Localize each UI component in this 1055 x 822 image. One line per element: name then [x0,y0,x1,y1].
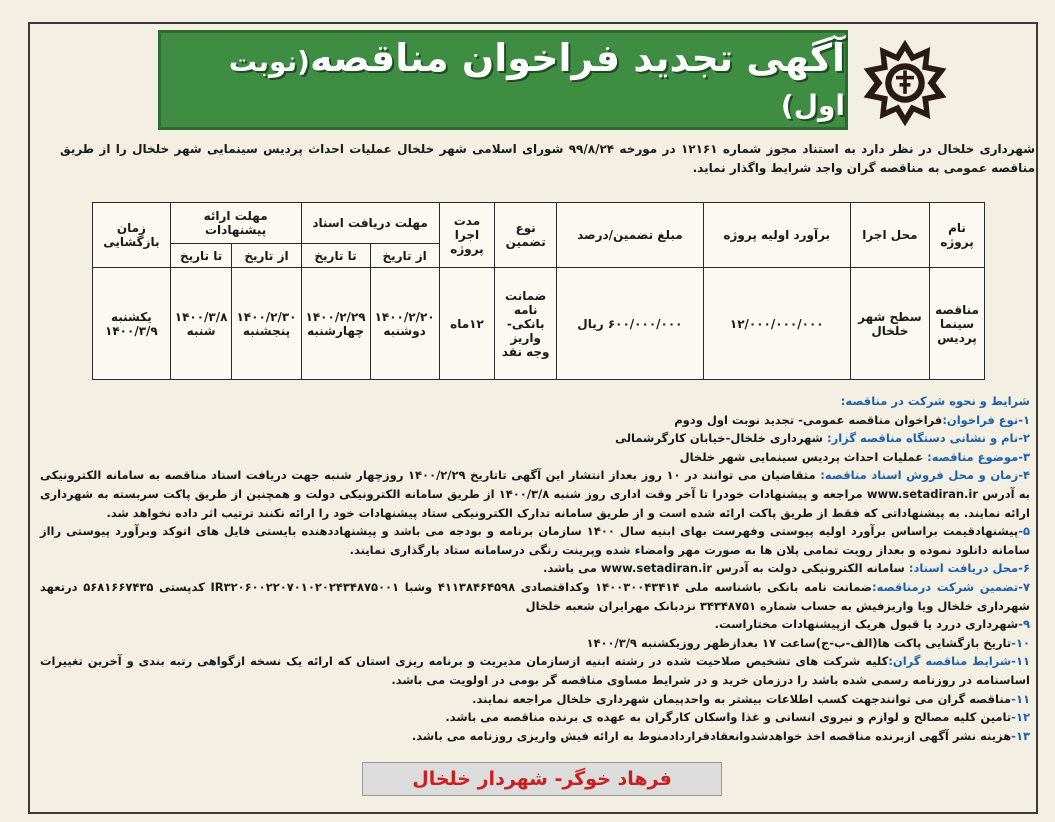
col-header-doc-from: از تاریخ [370,244,439,268]
condition-label: ۱-نوع فراخوان: [942,412,1030,427]
title-banner [158,30,848,130]
col-header-guarantee-type: نوع تضمین [495,203,557,268]
condition-item [40,411,1030,430]
condition-text: شهرداری دررد یا قبول هریک ازپیشنهادات مختاراست. [714,617,1019,632]
cell-location: سطح شهر خلخال [850,268,929,380]
col-header-location: محل اجرا [850,203,929,268]
intro-paragraph: شهرداری خلخال در نظر دارد به استناد مجوز شماره ۱۲۱۶۱ در مورخه ۹۹/۸/۲۴ شورای اسلامی شهر خلخال عملیات احداث پردیس سینمایی شهر خلخال را از طریق مناقصه عمومی به مناقصه گران واجد شرایط واگذار نماید. [60,142,1036,175]
conditions-section [40,392,1030,745]
banner-title: آگهی تجدید فراخوان مناقصه(نوبت اول) [228,36,845,122]
table-header-row [93,203,985,244]
cell-opening: یکشنبه ۱۴۰۰/۳/۹ [93,268,171,380]
municipality-logo-icon [860,38,950,128]
conditions-list [40,411,1030,746]
condition-text: عملیات احداث پردیس سینمایی شهر خلخال [679,449,928,464]
condition-item [40,708,1030,727]
cell-doc-from: ۱۴۰۰/۲/۲۰ دوشنبه [370,268,439,380]
condition-text: مناقصه گران می توانندجهت کسب اطلاعات بیشتر به واحدپیمان شهرداری خلخال مراجعه نمایند. [472,691,1012,706]
condition-label: ۱۰- [1011,635,1030,650]
condition-text: سامانه الکترونیکی دولت به آدرس www.setadiran.ir می باشد. [543,561,909,576]
condition-item [40,522,1030,559]
condition-item [40,466,1030,522]
cell-name: مناقصه سینما پردیس [930,268,985,380]
col-header-doc-deadline: مهلت دریافت اسناد [301,203,439,244]
condition-label: ۱۲- [1011,710,1030,725]
condition-label: ۷-تضمین شرکت درمناقصه: [872,579,1030,594]
cell-duration: ۱۲ماه [439,268,495,380]
col-header-doc-to: تا تاریخ [301,244,370,268]
condition-item [40,559,1030,578]
condition-text: تاریخ بازگشایی پاکت ها(الف-ب-ج)ساعت ۱۷ بعدازظهر روزیکشنبه ۱۴۰۰/۳/۹ [586,635,1012,650]
col-header-estimate: برآورد اولیه پروژه [703,203,850,268]
tender-table [92,202,985,380]
condition-label: ۲-نام و نشانی دستگاه مناقصه گزار: [827,431,1030,446]
col-header-offer-to: تا تاریخ [170,244,232,268]
condition-text: شهرداری خلخال-خیابان کارگرشمالی [615,431,827,446]
condition-item [40,615,1030,634]
condition-label: ۴-زمان و محل فروش اسناد مناقصه: [820,468,1030,483]
condition-text: هزینه نشر آگهی ازبرنده مناقصه اخذ خواهدشدوانعقادقراردادمنوط به ارائه فیش واریزی روزنامه می باشد. [411,728,1012,743]
condition-item [40,448,1030,467]
cell-guarantee-amount: ۶۰۰/۰۰۰/۰۰۰ ریال [557,268,704,380]
condition-text: فراخوان مناقصه عمومی- تجدید نوبت اول ودوم [674,412,943,427]
condition-label: ۹- [1018,617,1030,632]
col-header-opening: زمان بازگشایی [93,203,171,268]
col-header-guarantee-amount: مبلغ تضمین/درصد [557,203,704,268]
cell-guarantee-type: ضمانت نامه بانکی- واریز وجه نقد [495,268,557,380]
banner-subtitle: (نوبت اول) [228,45,845,122]
conditions-heading: شرایط و نحوه شرکت در مناقصه: [840,394,1030,408]
cell-doc-to: ۱۴۰۰/۲/۲۹ چهارشنبه [301,268,370,380]
condition-label: ۶-محل دریافت اسناد: [908,561,1030,576]
condition-label: ۵- [1018,524,1031,539]
col-header-duration: مدت اجرا پروژه [439,203,495,268]
condition-label: ۱۱-شرایط مناقصه گران: [888,654,1030,669]
condition-text: ضمانت نامه بانکی باشناسه ملی ۱۴۰۰۳۰۰۴۳۴۱۴ وکداقتصادی ۴۱۱۳۸۴۶۴۵۹۸ وشبا IR۳۲۰۶۰۰۲۲۰۷۰۱۰۲۰۲۴۳۴۸۷۵۰۰۱ کدپستی ۵۶۸۱۶۶۷۴۳۵ درتعهد شهرداری خلخال ویا واریزفیش به حساب شماره ۳۴۳۴۸۷۵۱ نزدبانک مهرایران شعبه خلخال [40,579,1030,613]
condition-item [40,634,1030,653]
condition-item [40,578,1030,615]
col-header-offer-deadline: مهلت ارائه پیشنهادات [170,203,301,244]
condition-item [40,690,1030,709]
condition-text: تامین کلیه مصالح و لوازم و نیروی انسانی و غذا واسکان کارگران به عهده ی برنده مناقصه می باشد. [445,710,1012,725]
col-header-name: نام پروژه [930,203,985,268]
cell-offer-from: ۱۴۰۰/۲/۳۰ پنجشنبه [232,268,301,380]
condition-text: پیشنهادقیمت براساس برآورد اولیه پیوستی وفهرست بهای ابنیه سال ۱۴۰۰ سازمان برنامه و بودجه می باشد و پیشنهاددهنده بایستی فایل های اتوکد وبرآورد پیوستی رااز سامانه دانلود نموده و بعداز رویت تمامی پلان ها به صورت مهر وامضاء شده وپرینت رنگی درسامانه ستاد بارگذاری نمایند. [40,524,1030,557]
signature-box: فرهاد خوگر- شهردار خلخال [362,762,722,796]
condition-text: کلیه شرکت های تشخیص صلاحیت شده در رشته ابنیه ازسازمان مدیریت و برنامه ریزی استان که ارائه یک نسخه ازگواهی رتبه بندی و آخرین تغییرات اساسنامه در روزنامه رسمی شده باشد را درزمان خرید و در شرایط مساوی مناقصه گر بومی در اولویت می باشد. [40,654,1030,687]
table-row [93,268,985,380]
condition-label: ۱۱- [1011,691,1030,706]
col-header-offer-from: از تاریخ [232,244,301,268]
condition-label: ۳-موضوع مناقصه: [927,449,1030,464]
condition-text: متقاضیان می توانند در ۱۰ روز بعداز انتشار این آگهی تاتاریخ ۱۴۰۰/۲/۲۹ روزچهار شنبه جهت دریافت اسناد مناقصه به سامانه الکترونیکی به آدرس www.setadiran.ir مراجعه و پیشنهادات خودرا تا آخر وقت اداری روز شنبه ۱۴۰۰/۳/۸ از طریق سامانه الکترونیکی دولت و همچنین از طریق پاکت سربسته به شهرداری ارائه نمایند. به پیشنهاداتی که فقط از طریق پاکت ارائه شده است و از طریق سامانه تدارک الکترونیکی ستاد پیشنهادات خود را ارائه نکنند ترتیب اثر داده نخواهد شد. [40,468,1031,520]
condition-label: ۱۳- [1011,728,1030,743]
cell-estimate: ۱۲/۰۰۰/۰۰۰/۰۰۰ [703,268,850,380]
cell-offer-to: ۱۴۰۰/۳/۸ شنبه [170,268,232,380]
condition-item [40,429,1030,448]
condition-item [40,652,1030,689]
condition-item [40,727,1030,746]
